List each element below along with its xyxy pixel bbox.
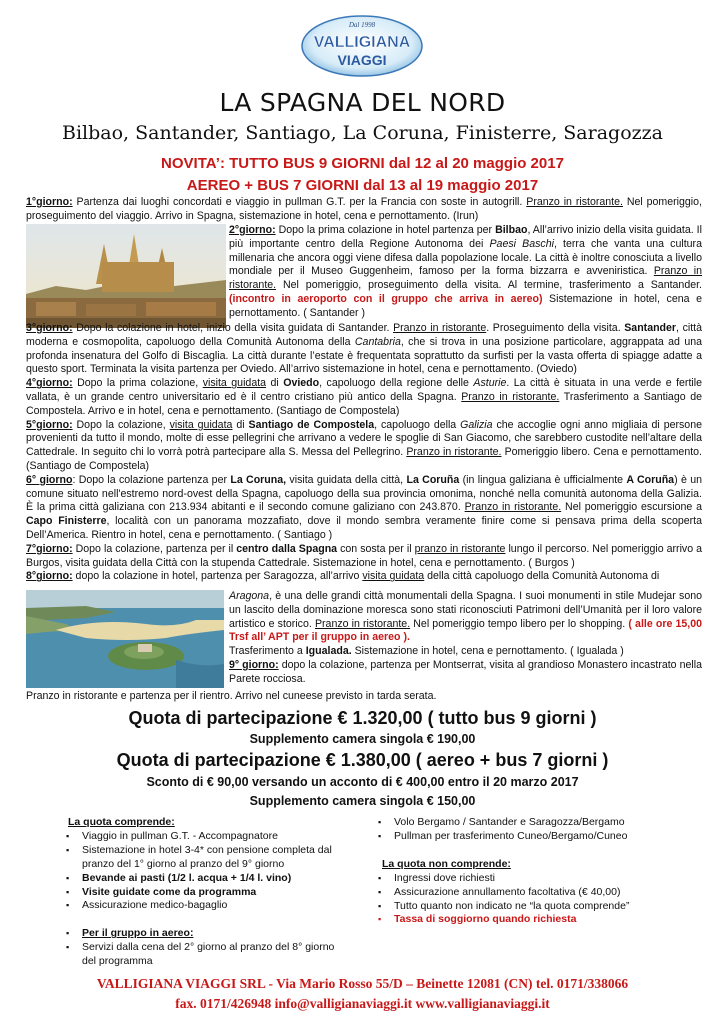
footer-address: VALLIGIANA VIAGGI SRL - Via Mario Rosso 55/D – Beinette 12081 (CN) tel. 0171/338066 [96, 976, 629, 991]
text-span: di [232, 418, 249, 431]
includes-item: ▪ Visite guidate come da programma [60, 886, 350, 900]
text-span: La Coruna, [230, 473, 287, 486]
text-span: , che si trova in una posizione particolare, aggrappata ad una profonda insenatura del Golfo di Biscaglia. La città durante l’estate è frequentata soprattutto da surfisti per la vasta offerta di spiagge adatte a questo sport. Terminata la visita partenza per Oviedo. All’arrivo sistemazione in hotel, cena e pernottamento. (Oviedo) [26, 335, 702, 376]
text-span: . Proseguimento della visita. [486, 322, 625, 334]
text-span: , città moderna e cosmopolita, capoluogo della Comunità Autonoma della [26, 322, 703, 348]
text-span: Bilbao [495, 224, 528, 236]
aereo-line: AEREO + BUS 7 GIORNI dal 13 al 19 maggio 2017 [186, 177, 539, 194]
day-label: 2°giorno: [229, 224, 276, 236]
bus-single-supplement: Supplemento camera singola € 190,00 [249, 732, 476, 746]
text-span: Asturie [473, 377, 507, 390]
text-span: della città capoluogo della Comunità Autonoma di [424, 570, 660, 583]
includes-header: La quota comprende: [68, 816, 175, 828]
flight-item: ▪ Volo Bergamo / Santander e Saragozza/Bergamo [372, 816, 702, 830]
day-8 [229, 590, 702, 687]
valligiana-logo [300, 10, 425, 78]
text-span: Oviedo [283, 377, 320, 390]
day-8-start [26, 570, 702, 584]
logo-line1: VALLIGIANA [313, 34, 411, 51]
excludes-header: La quota non comprende: [382, 857, 511, 870]
text-span: 6° giorno [26, 473, 73, 486]
text-span: Dopo la colazione, partenza per il [72, 542, 237, 555]
text-span: lungo il percorso. Nel pomeriggio arrivo a Burgos, visita guidata della Città con la stupenda Cattedrale. Sistemazione in hotel, cena e pernottamento. ( Burgos ) [26, 542, 703, 569]
air-group-item: ▪ Servizi dalla cena del 2° giorno al pranzo del 8° giorno del programma [60, 941, 350, 969]
text-span: con sosta per il [337, 542, 415, 555]
text-span: ( alle ore 15,00 Trsf all’ APT per il gruppo in aereo ). [229, 617, 702, 644]
text-span: centro dalla Spagna [236, 542, 338, 555]
text-span: Paesi Baschi [489, 237, 554, 250]
text-span: 8°giorno: [26, 570, 73, 583]
text-span: (in lingua galiziana è ufficialmente [459, 473, 627, 486]
cathedral-photo [26, 224, 226, 328]
air-single-supplement: Supplemento camera singola € 150,00 [249, 794, 476, 808]
text-span: Dopo la prima colazione in hotel partenza per [275, 224, 496, 236]
text-span: Santiago de Compostela [248, 418, 375, 431]
text-span: : Dopo la colazione partenza per [72, 473, 231, 486]
cities-subtitle: Bilbao, Santander, Santiago, La Coruna, Finisterre, Saragozza [61, 122, 663, 144]
text-span: di [266, 377, 284, 390]
text-span: visita guidata della città, [286, 473, 407, 486]
day-2 [229, 224, 702, 321]
text-span: A Coruña [626, 473, 675, 486]
text-span: Dopo la colazione, [72, 418, 170, 431]
text-span: Galizia [460, 418, 493, 431]
text-span: Pranzo in ristorante. [526, 196, 623, 208]
text-span: dopo la colazione, partenza per Montserrat, visita al grandioso Monastero incastrato nella Parete rocciosa. [229, 658, 702, 685]
text-span: pranzo in ristorante [414, 542, 506, 555]
text-span: Pomeriggio libero. Cena e pernottamento. (Santiago de Compostela) [26, 446, 702, 472]
text-span: dopo la colazione in hotel, partenza per Saragozza, all’arrivo [72, 570, 363, 583]
text-span: Pranzo in ristorante. [406, 446, 502, 459]
text-span: Dopo la colazione in hotel, inizio della visita guidata di Santander. [72, 322, 394, 334]
includes-item: ▪ Sistemazione in hotel 3-4* con pensione completa dal pranzo del 1° giorno al pranzo del 9° giorno [60, 844, 350, 872]
text-span: Pranzo in ristorante. [461, 390, 560, 403]
text-span: Pranzo in ristorante e partenza per il rientro. Arrivo nel cuneese previsto in tarda serata. [26, 690, 437, 702]
day-7 [26, 543, 702, 571]
page-title: LA SPAGNA DEL NORD [219, 88, 506, 117]
text-span: visita guidata [202, 377, 267, 390]
logo-line2: VIAGGI [337, 52, 387, 68]
logo-est: Dal 1998 [348, 21, 376, 29]
text-span: . La città è situata in una verde e fertile vallata, è un grande centro universitario ed è il centro cristiano più antico della Spagna. [26, 377, 702, 403]
text-span: che accoglie ogni anno migliaia di persone provenienti da tutto il mondo, molte di esse pellegrini che arrivano a vedere le spoglie di San Giacomo, che sarebbero custodite nell’altare della Cattedrale. In seguito chi lo vorrà potrà partecipare alla S. Messa del Pellegrino. [26, 418, 702, 459]
air-quota: Quota di partecipazione € 1.380,00 ( aereo + bus 7 giorni ) [116, 750, 609, 770]
text-span: Trasferimento a [229, 645, 306, 658]
excludes-item: ▪ Assicurazione annullamento facoltativa (€ 40,00) [372, 886, 702, 900]
air-group-header: ▪ Per il gruppo in aereo: [60, 927, 350, 941]
text-span: Nel pomeriggio tempo libero per lo shopping. [410, 617, 629, 630]
transfer-item: ▪ Pullman per trasferimento Cuneo/Bergamo/Cuneo [372, 830, 702, 844]
includes-column [60, 816, 350, 969]
text-span: Pranzo in ristorante [393, 322, 487, 334]
text-span: Pranzo in ristorante. [464, 501, 562, 514]
excludes-item: ▪ Ingressi dove richiesti [372, 872, 702, 886]
text-span: , località con un panorama mozzafiato, dove il mondo sembra veramente finire come si pensava prima della scoperta Dell’America. Rientro in hotel, cena e pernottamento. ( Santiago ) [26, 515, 702, 541]
text-span: Dopo la prima colazione, [72, 377, 203, 390]
text-span: Partenza dai luoghi concordati e viaggio in pullman G.T. per la Francia con soste in autogrill. [72, 196, 527, 208]
text-span: Capo Finisterre [26, 515, 107, 528]
day-6 [26, 474, 702, 543]
day-9-label: 9° giorno: [229, 658, 279, 671]
day-5 [26, 419, 702, 474]
text-span: (incontro in aeroporto con il gruppo che arriva in aereo) [229, 292, 543, 305]
novita-line: NOVITA’: TUTTO BUS 9 GIORNI dal 12 al 20 maggio 2017 [161, 155, 564, 172]
text-span: Sistemazione in hotel, cena e pernottamento. ( Santander ) [229, 292, 702, 319]
text-span: Aragona [229, 590, 270, 602]
text-span: Cantabria [354, 335, 401, 348]
coast-photo [26, 590, 224, 688]
text-span: , è una delle grandi città monumentali della Spagna. I suoi monumenti in stile Mudejar sono un lascito della dominazione moresca sono stati riconosciuti Patrimoni dell’Umanità per il loro valore artistico e storico. [229, 590, 702, 630]
text-span: , terra che vanta una cultura millenaria che ancora oggi viene difesa dalla popolazione locale. La città è inoltre conosciuta a livello mondiale per il Museo Guggenheim, famoso per la forma bizzarra e avveniristica. [229, 237, 702, 278]
days-3-7 [26, 322, 702, 584]
bus-quota: Quota di partecipazione € 1.320,00 ( tutto bus 9 giorni ) [128, 708, 597, 728]
right-column [372, 816, 702, 927]
text-span: Pranzo in ristorante. [314, 617, 411, 630]
text-span: Nel pomeriggio, proseguimento della visita. Al termine, trasferimento a Santander. [276, 279, 702, 292]
excludes-item: ▪ Tutto quanto non indicato ne “la quota comprende” [372, 900, 702, 914]
day-label: 1°giorno: [26, 196, 73, 208]
text-span: La Coruña [406, 473, 460, 486]
text-span: Nel pomeriggio, proseguimento del viaggio. Arrivo in Spagna, sistemazione in hotel, cena e pernottamento. (Irun) [26, 196, 702, 222]
discount-line: Sconto di € 90,00 versando un acconto di € 400,00 entro il 20 marzo 2017 [146, 775, 579, 789]
day-4 [26, 377, 702, 418]
text-span: Nel pomeriggio escursione a [561, 501, 702, 514]
text-span: Santander [624, 322, 677, 334]
day-1 [26, 196, 702, 224]
text-span: Sistemazione in hotel, cena e pernottamento. ( Igualada ) [351, 645, 624, 658]
text-span: Igualada. [305, 645, 352, 658]
text-span: 7°giorno: [26, 542, 73, 555]
text-span: Pranzo in ristorante. [229, 265, 702, 292]
text-span: , All’arrivo inizio della visita guidata. Il più importante centro della Regione Autonoma dei [229, 224, 702, 250]
excludes-item-tax: ▪ Tassa di soggiorno quando richiesta [372, 913, 702, 927]
text-span: 4°giorno: [26, 377, 73, 390]
footer-contacts: fax. 0171/426948 info@valligianaviaggi.it www.valligianaviaggi.it [175, 996, 550, 1011]
text-span: visita guidata [362, 570, 425, 583]
text-span: 3°giorno: [26, 322, 73, 334]
text-span: ) è un comune situato nell'estremo nord-ovest della Spagna, capoluogo della sua provincia omonima, nonché nella comunità autonoma della Galizia. È la prima città galiziana con 213.934 abitanti e il secondo comune galiziano con 243.870. [26, 473, 702, 514]
includes-item: ▪ Viaggio in pullman G.T. - Accompagnatore [60, 830, 350, 844]
text-span: Trasferimento a Santiago de Compostela. Arrivo e in hotel, cena e pernottamento. (Santiago de Compostela) [26, 390, 702, 417]
includes-item: ▪ Assicurazione medico-bagaglio [60, 899, 350, 913]
includes-item: ▪ Bevande ai pasti (1/2 l. acqua + 1/4 l. vino) [60, 872, 350, 886]
text-span: 5°giorno: [26, 418, 73, 431]
text-span: visita guidata [169, 418, 233, 431]
day-3 [26, 322, 702, 377]
day-9-end [26, 690, 702, 704]
text-span: , capoluogo della [374, 418, 461, 431]
text-span: , capoluogo della regione delle [319, 377, 474, 390]
